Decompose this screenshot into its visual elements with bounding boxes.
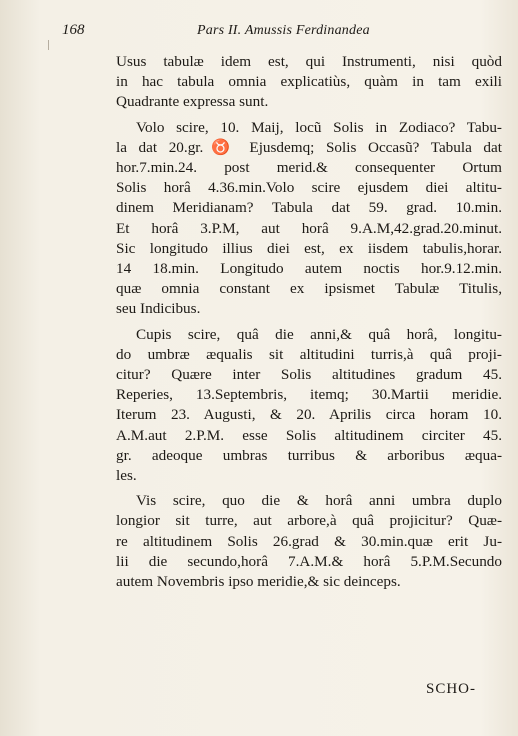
page-number: 168	[62, 22, 85, 38]
paragraph-4	[116, 491, 502, 592]
body-text	[116, 52, 502, 592]
text-line: Quadrante expressa sunt.	[116, 93, 269, 111]
text-line: Solis horâ 4.36.min.Volo scire ejusdem diei altitu-	[116, 179, 502, 197]
text-line: Reperies, 13.Septembris, itemq; 30.Martii meridie.	[116, 386, 502, 404]
text-line: A.M.aut 2.P.M. esse Solis altitudinem circiter 45.	[116, 426, 502, 444]
paragraph-3	[116, 325, 502, 487]
text-line: la dat 20.gr.♉ Ejusdemq; Solis Occasũ? Tabula dat	[116, 138, 502, 156]
text-line: Et horâ 3.P.M, aut horâ 9.A.M,42.grad.20.minut.	[116, 219, 502, 237]
text-line: seu Indicibus.	[116, 300, 201, 318]
text-line: hor.7.min.24. post merid.& consequenter Ortum	[116, 159, 502, 177]
text-line: les.	[116, 467, 137, 485]
text-line: Vis scire, quo die & horâ anni umbra duplo	[136, 492, 502, 510]
running-title: Pars II. Amussis Ferdinandea	[197, 23, 370, 38]
text-line: in hac tabula omnia explicatiùs, quàm in tam exili	[116, 73, 502, 91]
text-line: dinem Meridianam? Tabula dat 59. grad. 10.min.	[116, 199, 502, 217]
text-line: re altitudinem Solis 26.grad & 30.min.quæ erit Ju-	[116, 532, 502, 550]
text-line: gr. adeoque umbras turribus & arboribus æqua-	[116, 446, 502, 464]
catchword: SCHO-	[426, 681, 477, 697]
paragraph-1	[116, 52, 502, 113]
text-line: quæ omnia constant ex ipsismet Tabulæ Titulis,	[116, 280, 502, 298]
text-line: longior sit turre, aut arbore,à quâ projicitur? Quæ-	[116, 512, 502, 530]
page-header	[62, 22, 502, 48]
paragraph-2	[116, 118, 502, 320]
text-line: Iterum 23. Augusti, & 20. Aprilis circa horam 10.	[116, 406, 502, 424]
text-line: citur? Quære inter Solis altitudines gradum 45.	[116, 366, 502, 384]
text-line: lii die secundo,horâ 7.A.M.& horâ 5.P.M.Secundo	[116, 552, 502, 570]
text-line: autem Novembris ipso meridie,& sic deinceps.	[116, 573, 401, 591]
text-line: do umbræ æqualis sit altitudini turris,à quâ proji-	[116, 345, 502, 363]
text-line: Usus tabulæ idem est, qui Instrumenti, nisi quòd	[116, 53, 502, 70]
text-line: 14 18.min. Longitudo autem noctis hor.9.12.min.	[116, 260, 502, 278]
text-line: Volo scire, 10. Maij, locũ Solis in Zodiaco? Tabu-	[136, 118, 502, 136]
text-line: Cupis scire, quâ die anni,& quâ horâ, longitu-	[136, 325, 502, 343]
text-line: Sic longitudo illius diei est, ex iisdem tabulis,horar.	[116, 239, 502, 257]
margin-mark	[48, 40, 55, 50]
